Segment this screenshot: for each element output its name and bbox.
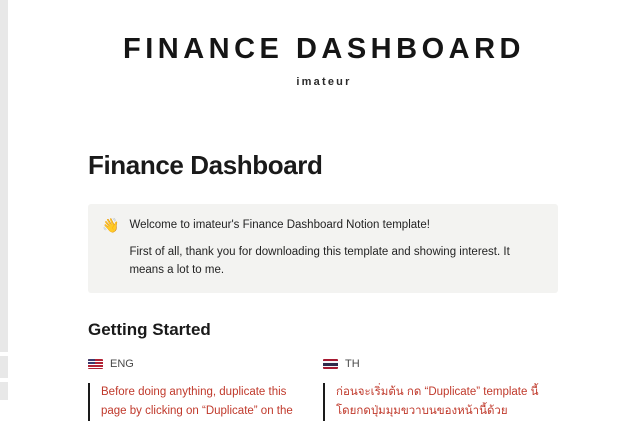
left-strip-segment-1 bbox=[0, 0, 8, 352]
callout-line-2: First of all, thank you for downloading this template and showing interest. It means a lot to me. bbox=[129, 246, 510, 277]
column-eng-label: ENG bbox=[110, 358, 134, 371]
cover-title: FINANCE DASHBOARD bbox=[123, 33, 525, 65]
left-strip-segment-3 bbox=[0, 382, 8, 400]
column-eng bbox=[88, 358, 323, 421]
getting-started-heading: Getting Started bbox=[88, 320, 211, 340]
column-eng-header bbox=[88, 358, 305, 370]
column-th bbox=[323, 358, 558, 421]
welcome-callout bbox=[88, 204, 558, 293]
callout-body bbox=[129, 216, 544, 279]
column-th-label: TH bbox=[345, 358, 360, 371]
column-th-quote: ก่อนจะเริ่มต้น กด “Duplicate” template นี้ โดยกดปุ่มมุมขวาบนของหน้านี้ด้วย bbox=[323, 383, 540, 421]
th-flag-icon bbox=[323, 359, 338, 369]
callout-line-1: Welcome to imateur's Finance Dashboard Notion template! bbox=[129, 219, 430, 232]
left-edge-strip bbox=[0, 0, 8, 400]
column-th-header bbox=[323, 358, 540, 370]
column-eng-quote: Before doing anything, duplicate this page by clicking on “Duplicate” on the bbox=[88, 383, 305, 421]
cover-subtitle: imateur bbox=[296, 76, 352, 88]
page-title: Finance Dashboard bbox=[88, 150, 323, 180]
page-content bbox=[88, 150, 558, 421]
waving-hand-emoji: 👋 bbox=[102, 217, 120, 234]
left-strip-segment-2 bbox=[0, 356, 8, 378]
us-flag-icon bbox=[88, 359, 103, 369]
cover-banner bbox=[8, 0, 640, 118]
language-columns bbox=[88, 358, 558, 421]
